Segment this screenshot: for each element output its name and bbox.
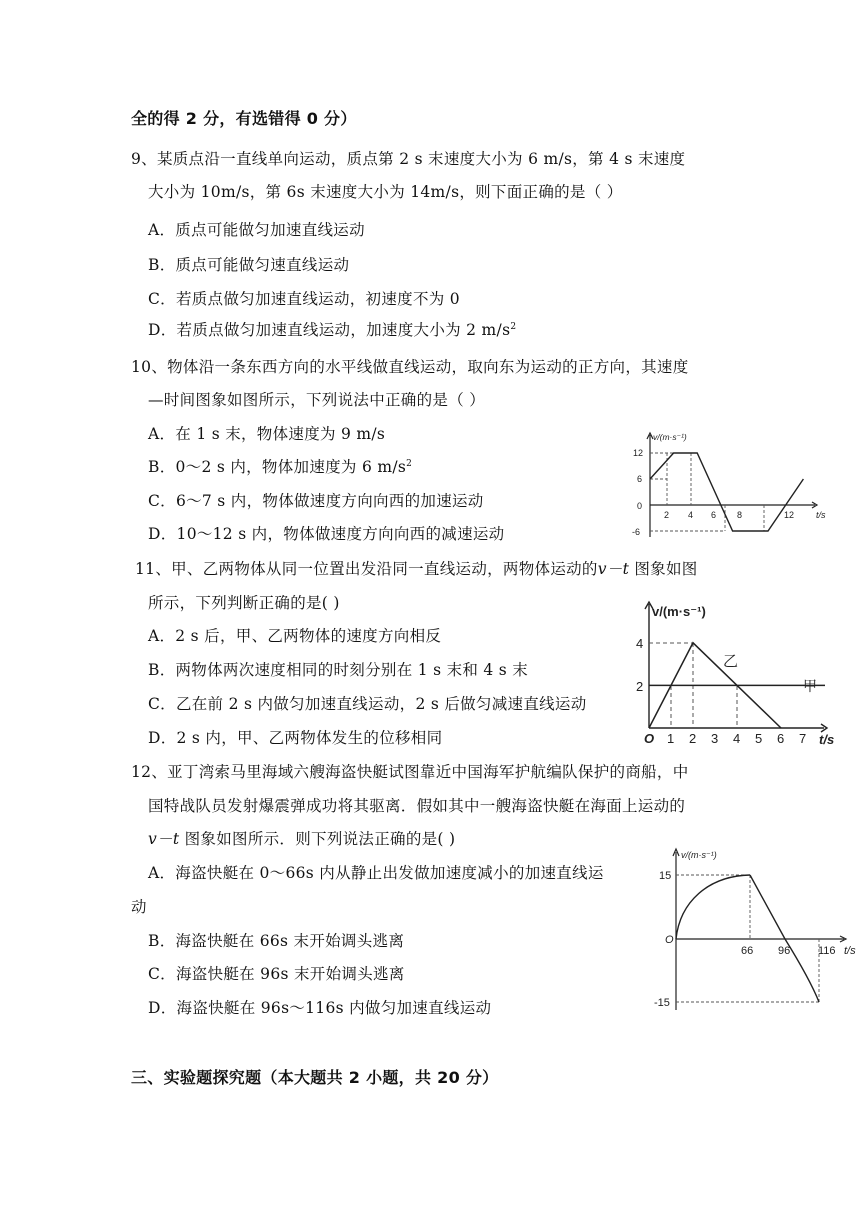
q12-option-b: B．海盗快艇在 66s 末开始调头逃离 [148, 932, 405, 950]
q12-option-a: A．海盗快艇在 0～66s 内从静止出发做加速度减小的加速直线运 [148, 864, 604, 882]
ytick-0: 0 [637, 501, 643, 511]
q12-vt-graph [648, 842, 860, 1020]
xtick-3: 3 [711, 731, 719, 746]
xtick-1: 1 [667, 731, 675, 746]
velocity-line-66-96 [750, 875, 785, 939]
q10-option-d: D．10～12 s 内，物体做速度方向向西的减速运动 [148, 525, 505, 543]
q10-option-c: C．6～7 s 内，物体做速度方向向西的加速运动 [148, 492, 484, 510]
series-jia-label: 甲 [803, 678, 817, 694]
q10-vt-graph [620, 425, 830, 550]
y-axis-label: v/(m·s⁻¹) [681, 850, 717, 860]
velocity-curve-0-66 [676, 875, 750, 939]
q11-stem-line2: 所示，下列判断正确的是( ) [148, 594, 340, 612]
ytick-2: 2 [636, 679, 644, 694]
ytick-neg15: -15 [654, 997, 670, 1009]
q12-option-d: D．海盗快艇在 96s～116s 内做匀加速直线运动 [148, 999, 492, 1017]
xtick-2: 2 [689, 731, 697, 746]
velocity-line [650, 453, 803, 531]
q9-option-b: B．质点可能做匀速直线运动 [148, 256, 350, 274]
xtick-5: 5 [755, 731, 763, 746]
origin-label: O [665, 934, 674, 946]
q12-option-a-continued: 动 [131, 898, 147, 916]
xtick-66: 66 [741, 945, 754, 957]
x-axis-label: t/s [819, 732, 835, 747]
ytick-neg6: -6 [632, 527, 641, 537]
ytick-15: 15 [659, 870, 672, 882]
origin-label: O [644, 731, 655, 746]
ytick-6: 6 [637, 474, 643, 484]
xtick-4: 4 [688, 510, 694, 520]
q11-option-b: B．两物体两次速度相同的时刻分别在 1 s 末和 4 s 末 [148, 661, 529, 679]
section-header-continued: 全的得 2 分，有选错得 0 分） [131, 109, 357, 128]
xtick-7: 7 [799, 731, 807, 746]
q12-stem-line3: v－t 图象如图所示．则下列说法正确的是( ) [148, 830, 456, 848]
ytick-4: 4 [636, 636, 644, 651]
x-axis-label: t/s [816, 510, 826, 520]
y-axis-label: v/(m·s⁻¹) [653, 432, 687, 442]
q10-stem-line1: 10、物体沿一条东西方向的水平线做直线运动，取向东为运动的正方向，其速度 [131, 358, 689, 376]
xtick-8: 8 [737, 510, 743, 520]
xtick-6: 6 [777, 731, 785, 746]
series-yi-label: 乙 [723, 653, 739, 670]
q9-stem-line2: 大小为 10m/s，第 6s 末速度大小为 14m/s，则下面正确的是（ ） [148, 183, 623, 201]
q11-option-a: A．2 s 后，甲、乙两物体的速度方向相反 [148, 627, 442, 645]
xtick-96: 96 [778, 945, 791, 957]
q12-stem-line1: 12、亚丁湾索马里海域六艘海盗快艇试图靠近中国海军护航编队保护的商船，中 [131, 763, 689, 781]
q9-stem-line1: 9、某质点沿一直线单向运动，质点第 2 s 末速度大小为 6 m/s，第 4 s 末速度 [131, 150, 686, 168]
q11-option-d: D．2 s 内，甲、乙两物体发生的位移相同 [148, 729, 443, 747]
y-axis-label: v/(m·s⁻¹) [652, 604, 706, 619]
x-axis-label: t/s [844, 945, 856, 957]
xtick-116: 116 [818, 945, 836, 957]
section-three-title: 三、实验题探究题（本大题共 2 小题，共 20 分） [131, 1068, 499, 1087]
q10-stem-line2: —时间图象如图所示，下列说法中正确的是（ ） [148, 391, 486, 409]
q9-option-c: C．若质点做匀加速直线运动，初速度不为 0 [148, 290, 460, 308]
q11-stem-line1: 11、甲、乙两物体从同一位置出发沿同一直线运动，两物体运动的v－t 图象如图 [135, 560, 698, 578]
ytick-12: 12 [633, 448, 644, 458]
q10-option-a: A．在 1 s 末，物体速度为 9 m/s [148, 425, 386, 443]
q12-option-c: C．海盗快艇在 96s 末开始调头逃离 [148, 965, 405, 983]
q9-option-a: A．质点可能做匀加速直线运动 [148, 221, 365, 239]
q11-option-c: C．乙在前 2 s 内做匀加速直线运动，2 s 后做匀减速直线运动 [148, 695, 587, 713]
q10-option-b: B．0～2 s 内，物体加速度为 6 $m/s^2$ [148, 458, 413, 476]
q9-option-d: D．若质点做匀加速直线运动，加速度大小为 2 $m/s^2$ [148, 321, 517, 339]
q12-stem-line2: 国特战队员发射爆震弹成功将其驱离．假如其中一艘海盗快艇在海面上运动的 [148, 797, 686, 815]
xtick-4: 4 [733, 731, 741, 746]
q11-vt-graph [632, 598, 837, 748]
xtick-2: 2 [664, 510, 670, 520]
xtick-12: 12 [784, 510, 795, 520]
xtick-6: 6 [711, 510, 717, 520]
